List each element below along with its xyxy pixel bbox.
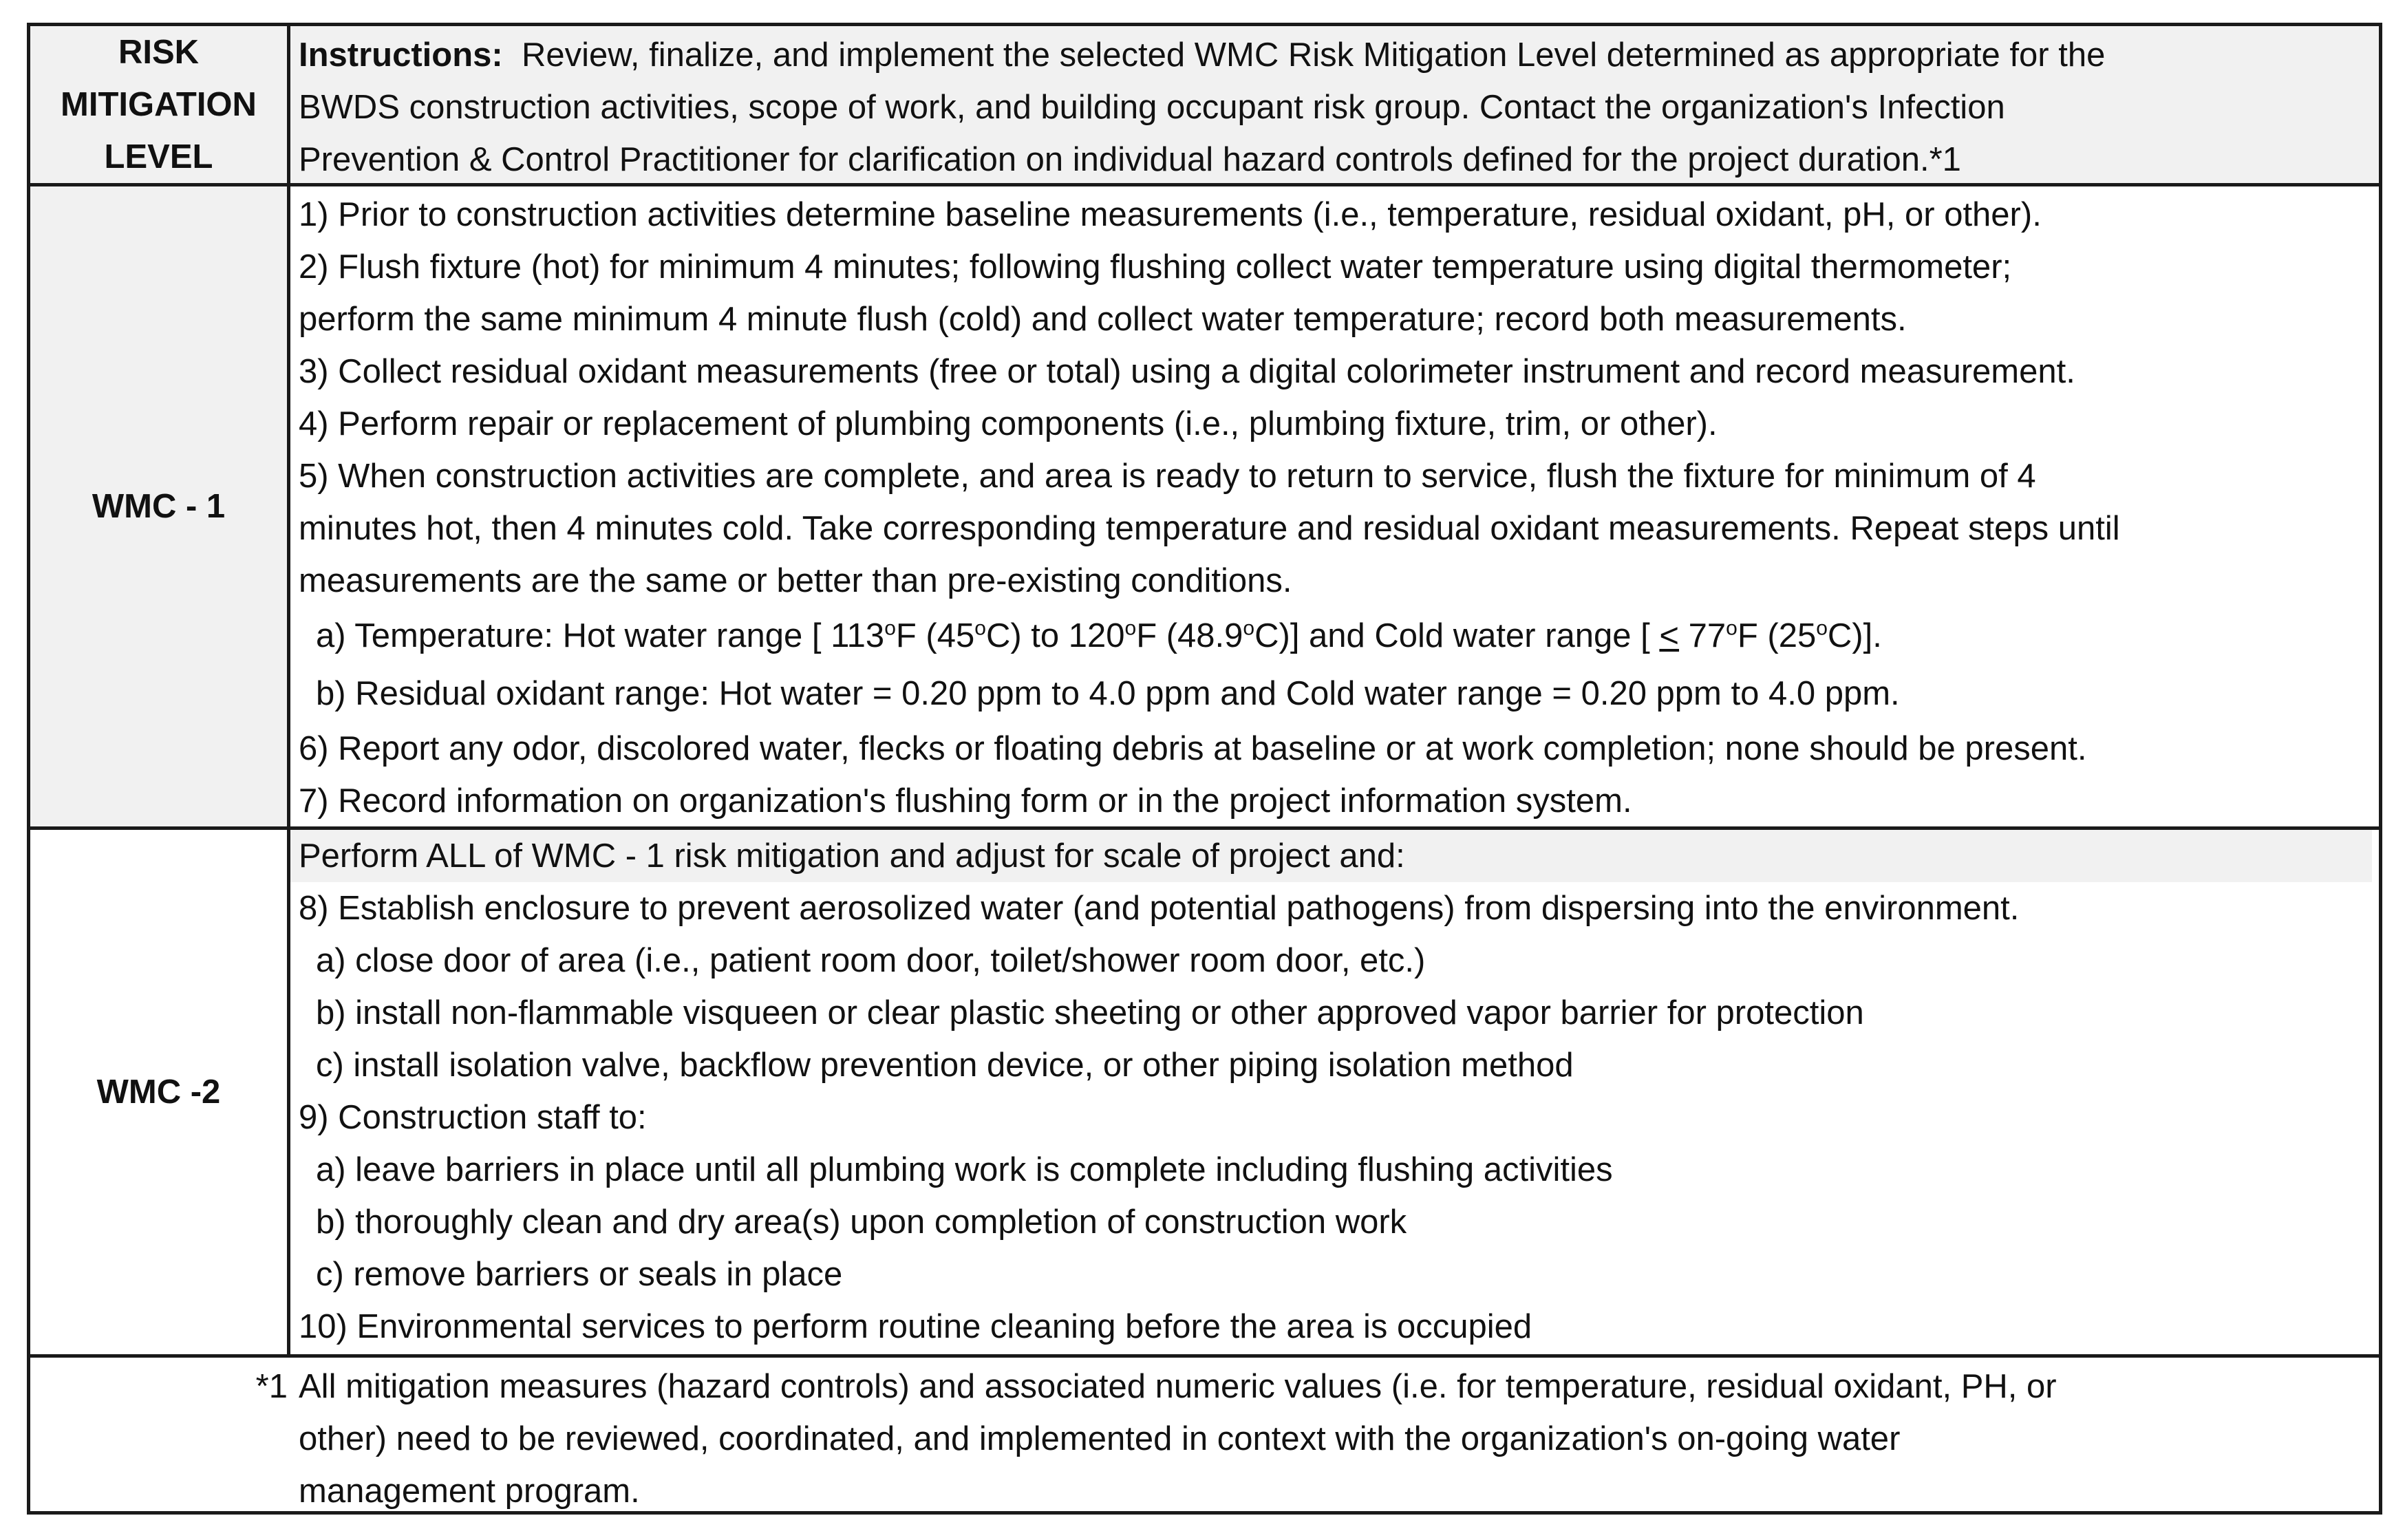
wmc1-level-cell	[30, 186, 290, 826]
instructions-line-1	[299, 29, 2372, 81]
footnote-row	[30, 1358, 2379, 1511]
degree-mark: o	[884, 617, 896, 640]
degree-mark: o	[974, 617, 986, 640]
wmc2-level-label: WMC -2	[96, 1073, 221, 1111]
footnote-line: management program.	[299, 1473, 640, 1510]
risk-mitigation-table	[27, 23, 2382, 1515]
wmc2-step-line: c) remove barriers or seals in place	[316, 1256, 843, 1293]
degree-mark: o	[1243, 617, 1255, 640]
temp-text: C)] and Cold water range [	[1254, 617, 1660, 654]
wmc1-step-line: 3) Collect residual oxidant measurements (free or total) using a digital colorimeter instrument and record measurement.	[299, 353, 2075, 390]
wmc2-step-line: c) install isolation valve, backflow prevention device, or other piping isolation method	[316, 1047, 1574, 1084]
instructions-line-3: Prevention & Control Practitioner for clarification on individual hazard controls defined for the project duration.*1	[299, 141, 1961, 178]
wmc2-steps-cell	[290, 830, 2379, 1354]
wmc2-intro: Perform ALL of WMC - 1 risk mitigation and adjust for scale of project and:	[290, 830, 2372, 882]
wmc1-step-line: measurements are the same or better than pre-existing conditions.	[299, 562, 1292, 599]
temperature-range-line	[299, 607, 2372, 665]
header-row	[30, 26, 2379, 186]
wmc2-step-line: a) close door of area (i.e., patient room door, toilet/shower room door, etc.)	[316, 942, 1426, 979]
instructions-line-2: BWDS construction activities, scope of work, and building occupant risk group. Contact the organization's Infection	[299, 89, 2005, 126]
temp-text: C)].	[1827, 617, 1882, 654]
degree-mark: o	[1124, 617, 1137, 640]
less-or-equal-symbol: <	[1659, 617, 1680, 654]
wmc2-step-line: a) leave barriers in place until all plumbing work is complete including flushing activities	[316, 1151, 1613, 1188]
degree-mark: o	[1816, 617, 1828, 640]
wmc2-step-line: 10) Environmental services to perform routine cleaning before the area is occupied	[299, 1308, 1532, 1345]
wmc2-step-line: b) thoroughly clean and dry area(s) upon completion of construction work	[316, 1204, 1407, 1241]
wmc1-steps-cell	[290, 186, 2379, 826]
wmc2-step-line: 9) Construction staff to:	[299, 1099, 647, 1136]
footnote-text	[299, 1360, 2372, 1517]
temp-text: F (45	[895, 617, 975, 654]
oxidant-range-line: b) Residual oxidant range: Hot water = 0.20 ppm to 4.0 ppm and Cold water range = 0.20 ppm to 4.0 ppm.	[316, 675, 1900, 712]
instructions-text-1: Review, finalize, and implement the selected WMC Risk Mitigation Level determined as appropriate for the	[502, 36, 2106, 74]
wmc1-step-line: 2) Flush fixture (hot) for minimum 4 minutes; following flushing collect water temperature using digital thermometer;	[299, 248, 2012, 286]
wmc1-step-line: perform the same minimum 4 minute flush (cold) and collect water temperature; record both measurements.	[299, 301, 1907, 338]
instructions-cell	[290, 26, 2379, 183]
footnote-line: All mitigation measures (hazard controls) and associated numeric values (i.e. for temperature, residual oxidant, PH, or	[299, 1368, 2057, 1405]
instructions-label: Instructions:	[299, 36, 503, 74]
degree-mark: o	[1726, 617, 1738, 640]
wmc1-row	[30, 186, 2379, 830]
level-column-header-text: RISK MITIGATION LEVEL	[61, 34, 257, 175]
temp-text: 77	[1679, 617, 1727, 654]
wmc2-step-line: 8) Establish enclosure to prevent aerosolized water (and potential pathogens) from dispersing into the environment.	[299, 890, 2020, 927]
level-column-header	[30, 26, 290, 183]
footnote-line: other) need to be reviewed, coordinated, and implemented in context with the organization's on-going water	[299, 1420, 1901, 1457]
wmc1-step-line: 1) Prior to construction activities determine baseline measurements (i.e., temperature, residual oxidant, pH, or other).	[299, 196, 2042, 233]
footnote-marker: *1	[255, 1368, 288, 1405]
temp-text: C) to 120	[985, 617, 1125, 654]
temp-text: F (25	[1737, 617, 1817, 654]
wmc1-step-line: 4) Perform repair or replacement of plumbing components (i.e., plumbing fixture, trim, or other).	[299, 405, 1718, 442]
wmc1-step-line: minutes hot, then 4 minutes cold. Take corresponding temperature and residual oxidant measurements. Repeat steps until	[299, 510, 2120, 547]
wmc2-step-line: b) install non-flammable visqueen or clear plastic sheeting or other approved vapor barrier for protection	[316, 994, 1864, 1031]
wmc1-level-label: WMC - 1	[92, 488, 226, 525]
temp-text: F (48.9	[1136, 617, 1243, 654]
wmc2-row	[30, 830, 2379, 1358]
wmc1-step-line: 6) Report any odor, discolored water, flecks or floating debris at baseline or at work completion; none should be present.	[299, 730, 2087, 767]
wmc1-step-line: 7) Record information on organization's flushing form or in the project information system.	[299, 782, 1632, 820]
temp-text: a) Temperature: Hot water range [ 113	[316, 617, 885, 654]
wmc1-step-line: 5) When construction activities are complete, and area is ready to return to service, flush the fixture for minimum of 4	[299, 458, 2036, 495]
wmc2-level-cell	[30, 830, 290, 1354]
